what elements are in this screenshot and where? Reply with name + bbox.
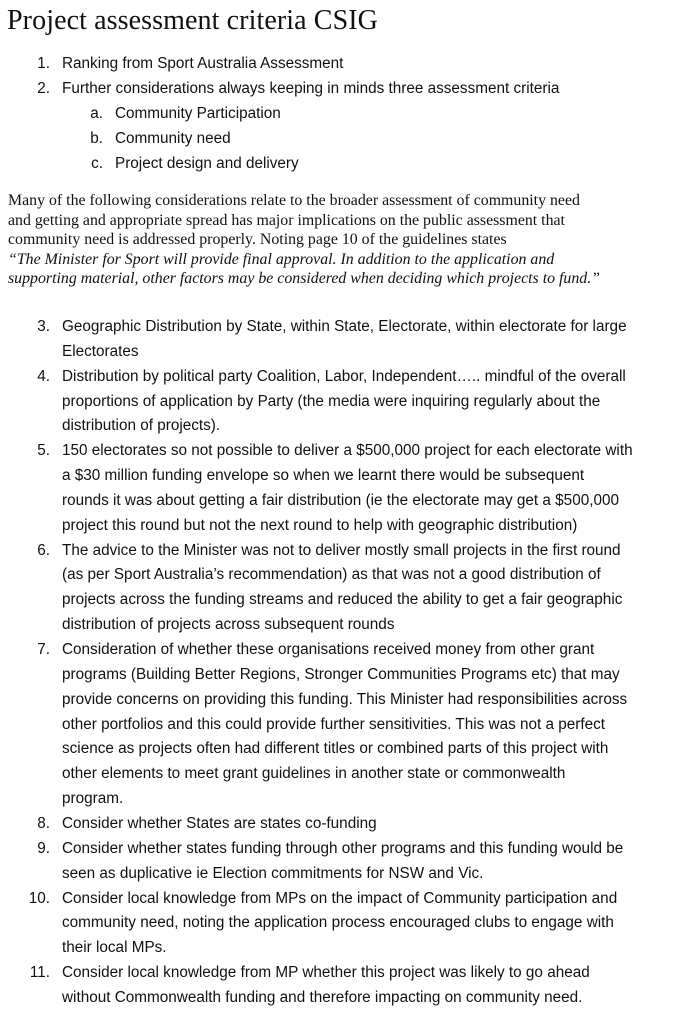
- list-item-number: c.: [91, 155, 103, 172]
- paragraph-line: community need is addressed properly. Noting page 10 of the guidelines states: [8, 231, 507, 248]
- list-item-text: Consider whether states funding through other programs and this funding would be: [62, 839, 624, 857]
- list-item-text: other portfolios and this could provide further sensitivities. This was not a perfect: [62, 715, 606, 733]
- list-item-text: Consider local knowledge from MPs on the impact of Community participation and: [62, 889, 618, 907]
- body-paragraph: [8, 191, 678, 289]
- list-item-text: Community need: [115, 130, 231, 147]
- list-item-text: Ranking from Sport Australia Assessment: [62, 55, 344, 72]
- list-item-text: Project design and delivery: [115, 155, 299, 172]
- list-item-text: Further considerations always keeping in minds three assessment criteria: [62, 80, 560, 97]
- list-item-number: 1.: [37, 55, 50, 72]
- list-item-text: seen as duplicative ie Election commitments for NSW and Vic.: [62, 864, 484, 882]
- list-item-text: programs (Building Better Regions, Stronger Communities Programs etc) that may: [62, 665, 620, 683]
- list-item-text: (as per Sport Australia’s recommendation) as that was not a good distribution of: [62, 566, 601, 584]
- guidelines-quote: [8, 251, 601, 288]
- list-item-number: a.: [90, 105, 103, 122]
- list-item-text: project this round but not the next round to help with geographic distribution): [62, 516, 578, 534]
- paragraph-line: Many of the following considerations relate to the broader assessment of community need: [8, 192, 580, 209]
- list-item-number: 4.: [37, 367, 50, 385]
- list-item-number: 5.: [37, 442, 50, 460]
- document-title: Project assessment criteria CSIG: [7, 5, 379, 36]
- quote-line: supporting material, other factors may be considered when deciding which projects to fund.”: [8, 270, 601, 287]
- list-item-text: rounds it was about getting a fair distribution (ie the electorate may get a $500,000: [62, 491, 619, 509]
- list-item-text: proportions of application by Party (the media were inquiring regularly about the: [62, 392, 601, 410]
- list-item-text: Distribution by political party Coalition, Labor, Independent….. mindful of the overall: [62, 367, 626, 385]
- list-item-text: their local MPs.: [62, 939, 167, 957]
- list-item-text: without Commonwealth funding and therefore impacting on community need.: [62, 988, 583, 1006]
- list-item-number: 8.: [37, 815, 50, 832]
- list-item-text: Geographic Distribution by State, within State, Electorate, within electorate for large: [62, 318, 627, 335]
- list-item-text: Community Participation: [115, 105, 281, 122]
- list-item-number: 10.: [28, 889, 50, 907]
- quote-line: “The Minister for Sport will provide final approval. In addition to the application and: [8, 250, 555, 268]
- list-item-text: community need, noting the application process encouraged clubs to engage with: [62, 914, 614, 932]
- list-item-text: distribution of projects across subsequent rounds: [62, 616, 395, 634]
- list-item-text: Electorates: [62, 342, 139, 360]
- list-item-text: a $30 million funding envelope so when we learnt there would be subsequent: [62, 467, 585, 485]
- list-item-number: 3.: [37, 318, 50, 335]
- list-item-text: program.: [62, 790, 124, 808]
- list-item-text: Consideration of whether these organisations received money from other grant: [62, 641, 595, 659]
- list-item-text: projects across the funding streams and reduced the ability to get a fair geographic: [62, 591, 623, 609]
- list-item-number: 9.: [37, 839, 50, 857]
- list-item-number: 7.: [37, 641, 50, 659]
- list-item-text: The advice to the Minister was not to deliver mostly small projects in the first round: [62, 541, 621, 559]
- list-item-text: other elements to meet grant guidelines in another state or commonwealth: [62, 765, 566, 783]
- list-item-text: provide concerns on providing this funding. This Minister had responsibilities across: [62, 690, 628, 708]
- list-item-number: 2.: [37, 80, 50, 97]
- list-item-number: b.: [90, 130, 103, 147]
- list-item-number: 11.: [29, 964, 50, 982]
- list-item-number: 6.: [37, 541, 50, 559]
- paragraph-line: and getting and appropriate spread has major implications on the public assessment that: [8, 211, 565, 229]
- list-item-text: distribution of projects).: [62, 417, 221, 435]
- list-item-text: Consider local knowledge from MP whether this project was likely to go ahead: [62, 964, 590, 982]
- list-item-text: 150 electorates so not possible to deliver a $500,000 project for each electorate with: [62, 442, 633, 460]
- list-item-text: science as projects often had different titles or combined parts of this project with: [62, 740, 609, 758]
- list-item-text: Consider whether States are states co-funding: [62, 815, 377, 832]
